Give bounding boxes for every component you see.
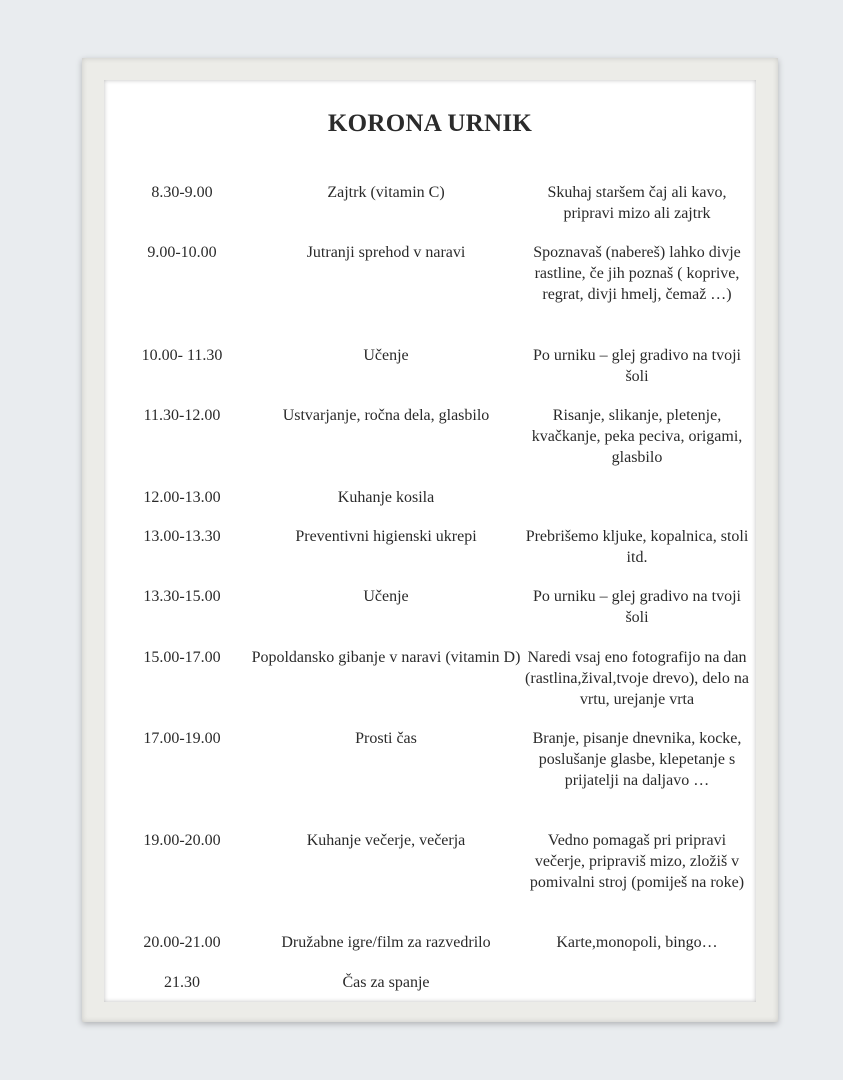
row-description: Karte,monopoli, bingo… (556, 934, 718, 951)
row-time: 19.00-20.00 (143, 832, 221, 849)
row-description: Skuhaj staršem čaj ali kavo, pripravi mizo ali zajtrk (547, 184, 727, 222)
row-description: Prebrišemo kljuke, kopalnica, stoli itd. (525, 528, 749, 566)
row-time: 8.30-9.00 (151, 184, 213, 201)
schedule-paper (104, 80, 756, 1002)
row-activity: Ustvarjanje, ročna dela, glasbilo (282, 407, 490, 424)
row-time: 13.00-13.30 (143, 528, 221, 545)
row-activity: Jutranji sprehod v naravi (306, 244, 466, 261)
row-description: Naredi vsaj eno fotografijo na dan (rastlina,žival,tvoje drevo), delo na vrtu, urejanje vrta (525, 649, 749, 708)
row-description: Branje, pisanje dnevnika, kocke, poslušanje glasbe, klepetanje s prijatelji na daljavo … (532, 730, 742, 789)
row-time: 10.00- 11.30 (141, 347, 223, 364)
picture-frame (82, 58, 778, 1022)
row-description: Vedno pomagaš pri pripravi večerje, pripraviš mizo, zložiš v pomivalni stroj (pomiješ na roke) (529, 832, 745, 891)
row-time: 13.30-15.00 (143, 588, 221, 605)
row-activity: Učenje (363, 347, 409, 364)
row-description: Po urniku – glej gradivo na tvoji šoli (533, 347, 741, 385)
row-time: 11.30-12.00 (143, 407, 221, 424)
row-activity: Zajtrk (vitamin C) (327, 184, 445, 201)
row-description: Spoznavaš (nabereš) lahko divje rastline, če jih poznaš ( koprive, regrat, divji hmelj, čemaž …) (533, 244, 741, 303)
page-title: KORONA URNIK (327, 110, 533, 137)
row-activity: Kuhanje kosila (337, 489, 435, 506)
row-activity: Prosti čas (355, 730, 417, 747)
row-time: 12.00-13.00 (143, 489, 221, 506)
row-time: 21.30 (164, 974, 200, 991)
row-activity: Kuhanje večerje, večerja (306, 832, 466, 849)
row-time: 9.00-10.00 (147, 244, 217, 261)
row-time: 20.00-21.00 (143, 934, 221, 951)
row-activity: Čas za spanje (342, 974, 430, 991)
row-activity: Preventivni higienski ukrepi (295, 528, 477, 545)
row-activity: Družabne igre/film za razvedrilo (281, 934, 491, 951)
row-description: Risanje, slikanje, pletenje, kvačkanje, peka peciva, origami, glasbilo (531, 407, 743, 466)
row-time: 17.00-19.00 (143, 730, 221, 747)
row-activity: Popoldansko gibanje v naravi (vitamin D) (251, 649, 521, 666)
row-description: Po urniku – glej gradivo na tvoji šoli (533, 588, 741, 626)
row-time: 15.00-17.00 (143, 649, 221, 666)
row-activity: Učenje (363, 588, 409, 605)
